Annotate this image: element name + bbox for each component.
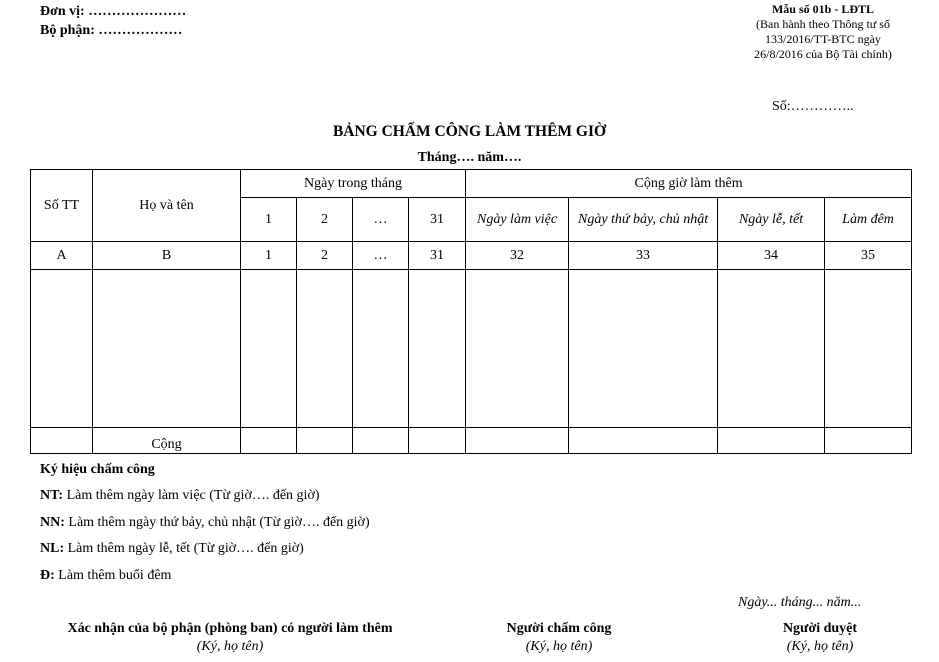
code-cell: 35 <box>825 242 912 270</box>
empty-cell <box>569 428 718 454</box>
header-day: 31 <box>409 198 466 242</box>
header-day: 1 <box>241 198 297 242</box>
signature-timekeeper <box>459 620 659 656</box>
total-label: Cộng <box>93 428 241 454</box>
code-cell: A <box>31 242 93 270</box>
code-cell: … <box>353 242 409 270</box>
empty-cell <box>569 270 718 428</box>
bo-phan-label: Bộ phận: ……………… <box>40 23 183 38</box>
empty-cell <box>466 428 569 454</box>
code-row <box>31 242 912 270</box>
header-hours-group: Cộng giờ làm thêm <box>466 170 912 198</box>
empty-cell <box>297 428 353 454</box>
empty-cell <box>31 270 93 428</box>
document-number: Số:………….. <box>772 99 854 114</box>
page-title: BẢNG CHẤM CÔNG LÀM THÊM GIỜ <box>332 123 607 140</box>
legend-code: NL: <box>40 541 65 556</box>
header-day: … <box>353 198 409 242</box>
overtime-table <box>30 169 912 454</box>
legend-text: Làm thêm ngày thứ bảy, chủ nhật (Từ giờ…. đến giờ) <box>64 515 370 530</box>
legend-text: Làm thêm buổi đêm <box>54 568 172 583</box>
empty-cell <box>353 270 409 428</box>
empty-cell <box>466 270 569 428</box>
header-weekend: Ngày thứ bảy, chủ nhật <box>569 198 718 242</box>
sign-note: (Ký, họ tên) <box>786 639 854 654</box>
header-night: Làm đêm <box>825 198 912 242</box>
form-code: Mẫu số 01b - LĐTL <box>771 2 875 16</box>
header-day: 2 <box>297 198 353 242</box>
code-cell: 2 <box>297 242 353 270</box>
empty-cell <box>825 270 912 428</box>
confirm-title: Xác nhận của bộ phận (phòng ban) có người làm thêm <box>67 621 393 636</box>
empty-cell <box>31 428 93 454</box>
code-cell: 31 <box>409 242 466 270</box>
legend-title: Ký hiệu chấm công <box>40 462 155 477</box>
data-area-row <box>31 270 912 428</box>
legend-item-nn <box>40 515 370 531</box>
issued-line-1: (Ban hành theo Thông tư số <box>756 17 890 31</box>
header-stt: Số TT <box>31 170 93 242</box>
sign-note: (Ký, họ tên) <box>196 639 264 654</box>
empty-cell <box>297 270 353 428</box>
don-vi-label: Đơn vị: ………………… <box>40 4 187 19</box>
legend-text: Làm thêm ngày làm việc (Từ giờ…. đến giờ) <box>63 488 320 503</box>
header-name: Họ và tên <box>93 170 241 242</box>
code-cell: 32 <box>466 242 569 270</box>
sign-note: (Ký, họ tên) <box>525 639 593 654</box>
legend-item-nt <box>40 488 320 504</box>
legend-code: NT: <box>40 488 64 503</box>
header-days-group: Ngày trong tháng <box>241 170 466 198</box>
empty-cell <box>93 270 241 428</box>
signature-approver <box>740 620 900 656</box>
unit-info <box>40 2 186 40</box>
signature-confirm <box>30 620 430 656</box>
code-cell: 33 <box>569 242 718 270</box>
empty-cell <box>241 428 297 454</box>
empty-cell <box>825 428 912 454</box>
empty-cell <box>353 428 409 454</box>
code-cell: 34 <box>718 242 825 270</box>
legend-item-d <box>40 568 171 584</box>
form-code-block <box>738 2 908 62</box>
code-cell: 1 <box>241 242 297 270</box>
empty-cell <box>241 270 297 428</box>
legend-code: NN: <box>40 515 65 530</box>
header-holiday: Ngày lễ, tết <box>718 198 825 242</box>
legend-item-nl <box>40 541 304 557</box>
empty-cell <box>409 428 466 454</box>
code-cell: B <box>93 242 241 270</box>
empty-cell <box>718 428 825 454</box>
empty-cell <box>718 270 825 428</box>
issued-line-2: 133/2016/TT-BTC ngày <box>765 32 881 46</box>
issued-line-3: 26/8/2016 của Bộ Tài chính) <box>754 47 892 61</box>
header-workday: Ngày làm việc <box>466 198 569 242</box>
timekeeper-title: Người chấm công <box>506 621 612 636</box>
month-year: Tháng…. năm…. <box>417 150 522 165</box>
approver-title: Người duyệt <box>782 621 858 636</box>
legend-text: Làm thêm ngày lễ, tết (Từ giờ…. đến giờ) <box>64 541 304 556</box>
signature-date: Ngày... tháng... năm... <box>738 595 862 610</box>
legend-code: Đ: <box>40 568 55 583</box>
empty-cell <box>409 270 466 428</box>
total-row <box>31 428 912 454</box>
